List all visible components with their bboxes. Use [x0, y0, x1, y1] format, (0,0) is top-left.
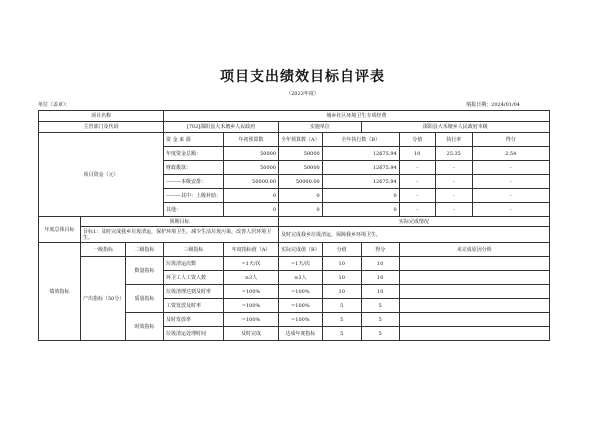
target-value: 及时完成 [224, 327, 279, 341]
table-row [39, 217, 550, 227]
funds-cell: 2.54 [472, 147, 549, 161]
funds-cell: - [472, 189, 549, 203]
funds-cell: 0 [224, 203, 279, 217]
actual-value: =100% [279, 313, 323, 327]
actual-value: =100% [279, 285, 323, 299]
reason [399, 327, 549, 341]
level2-indicator: 时效指标 [126, 313, 164, 341]
funds-cell: - [399, 203, 435, 217]
funds-source: 财政拨款： [164, 161, 224, 175]
evaluation-table [38, 110, 550, 341]
goal-actual: 及时完成我乡垃圾清运，保障我乡环境卫生。 [279, 227, 550, 243]
funds-cell: 50000 [224, 161, 279, 175]
level2-indicator: 质量指标 [126, 285, 164, 313]
funds-cell: - [472, 175, 549, 189]
funds-cell: 25.35 [435, 147, 472, 161]
funds-cell: - [472, 203, 549, 217]
goal-label: 年度总体目标 [39, 217, 81, 243]
funds-source: ———本级安排： [164, 175, 224, 189]
funds-header: 分值 [399, 133, 435, 147]
score-weight: 5 [322, 313, 361, 327]
indicators-label: 绩效指标 [39, 243, 81, 341]
target-value: =100% [224, 299, 279, 313]
goal-expected-header: 预期目标 [81, 217, 279, 227]
reason [399, 313, 549, 327]
score: 10 [361, 257, 399, 271]
actual-value: ≥3人 [279, 271, 323, 285]
goal-expected: 目标1：及时完成我乡垃圾清运，保护环境卫生，减少生活垃圾污染，改善人居环境卫生。 [81, 227, 279, 243]
funds-cell: 50000.00 [279, 175, 323, 189]
page-title: 项目支出绩效目标自评表 [220, 69, 385, 85]
project-name-label: 项目名称 [39, 111, 164, 122]
funds-cell: 0 [279, 189, 323, 203]
fill-date: 填报日期：2024/01/04 [466, 102, 520, 108]
level3-indicator: 环卫工人工资人数 [164, 271, 224, 285]
funds-header: 全年执行数（B） [322, 133, 399, 147]
impl-label: 实施单位 [279, 122, 362, 133]
indicator-header: 得分 [361, 243, 399, 257]
funds-header: 年初预算数 [224, 133, 279, 147]
funds-cell: 50000 [279, 147, 323, 161]
funds-header: 全年预算数（A） [279, 133, 323, 147]
level3-indicator: 垃圾清运处理时间 [164, 327, 224, 341]
funds-cell: - [399, 189, 435, 203]
level1-indicator: 产出指标（50分） [81, 257, 126, 341]
indicator-header: 三级指标 [164, 243, 224, 257]
reason [399, 271, 549, 285]
score-weight: 5 [322, 299, 361, 313]
level3-indicator: 垃圾清运次数 [164, 257, 224, 271]
actual-value: =100% [279, 299, 323, 313]
funds-cell: 10 [399, 147, 435, 161]
level2-indicator: 数量指标 [126, 257, 164, 285]
funds-cell: - [435, 161, 472, 175]
dept-value: [702]邵阳县大禾塘乡人民政府 [164, 122, 279, 133]
funds-source: 其他： [164, 203, 224, 217]
table-row [39, 243, 550, 257]
funds-header: 执行率 [435, 133, 472, 147]
funds-cell: 0 [279, 203, 323, 217]
target-value: =100% [224, 285, 279, 299]
funds-cell: 50000 [279, 161, 323, 175]
table-row [39, 133, 550, 147]
funds-label: 项目资金（元） [39, 133, 164, 217]
indicator-header: 二级指标 [126, 243, 164, 257]
target-value: =100% [224, 313, 279, 327]
funds-cell: 12675.94 [322, 161, 399, 175]
unit-label: 单位（盖章）： [38, 102, 71, 108]
dept-label: 主管部门及代码 [39, 122, 164, 133]
score: 5 [361, 313, 399, 327]
reason [399, 257, 549, 271]
funds-cell: - [435, 175, 472, 189]
score-weight: 10 [322, 285, 361, 299]
funds-source: ———其中：上级补助： [164, 189, 224, 203]
score: 5 [361, 299, 399, 313]
target-value: =1天/次 [224, 257, 279, 271]
table-row [39, 257, 550, 271]
funds-cell: 0 [322, 189, 399, 203]
reason [399, 299, 549, 313]
funds-cell: - [399, 175, 435, 189]
score: 10 [361, 285, 399, 299]
funds-cell: 0 [322, 203, 399, 217]
target-value: ≥3人 [224, 271, 279, 285]
funds-source: 年度资金总额： [164, 147, 224, 161]
score: 5 [361, 327, 399, 341]
funds-header: 资 金 来 源 [164, 133, 224, 147]
reason [399, 285, 549, 299]
report-year: （2023年度） [286, 91, 319, 97]
indicator-header: 分值 [322, 243, 361, 257]
actual-value: 达成年度指标 [279, 327, 323, 341]
table-row [39, 227, 550, 243]
table-row [39, 111, 550, 122]
indicator-header: 实际完成值（B） [279, 243, 323, 257]
funds-cell: 50000.00 [224, 175, 279, 189]
score: 10 [361, 271, 399, 285]
actual-value: =1天/次 [279, 257, 323, 271]
level3-indicator: 垃圾清理达到及时率 [164, 285, 224, 299]
funds-cell: 12675.94 [322, 175, 399, 189]
funds-header: 得分 [472, 133, 549, 147]
funds-cell: - [435, 189, 472, 203]
score-weight: 10 [322, 257, 361, 271]
funds-cell: 0 [224, 189, 279, 203]
goal-actual-header: 实际完成情况 [279, 217, 550, 227]
table-row [39, 122, 550, 133]
impl-value: 邵阳县大禾塘乡人民政府本级 [361, 122, 549, 133]
score-weight: 5 [322, 327, 361, 341]
funds-cell: - [472, 161, 549, 175]
score-weight: 10 [322, 271, 361, 285]
funds-cell: - [399, 161, 435, 175]
indicator-header: 一级指标 [81, 243, 126, 257]
project-name: 城乡社区环境卫生专项经费 [164, 111, 550, 122]
indicator-header: 年度指标值（A） [224, 243, 279, 257]
indicator-header: 未完成原因分析 [399, 243, 549, 257]
level3-indicator: 工资发放及时率 [164, 299, 224, 313]
funds-cell: 12675.94 [322, 147, 399, 161]
level3-indicator: 及时发放率 [164, 313, 224, 327]
funds-cell: 50000 [224, 147, 279, 161]
funds-cell: - [435, 203, 472, 217]
